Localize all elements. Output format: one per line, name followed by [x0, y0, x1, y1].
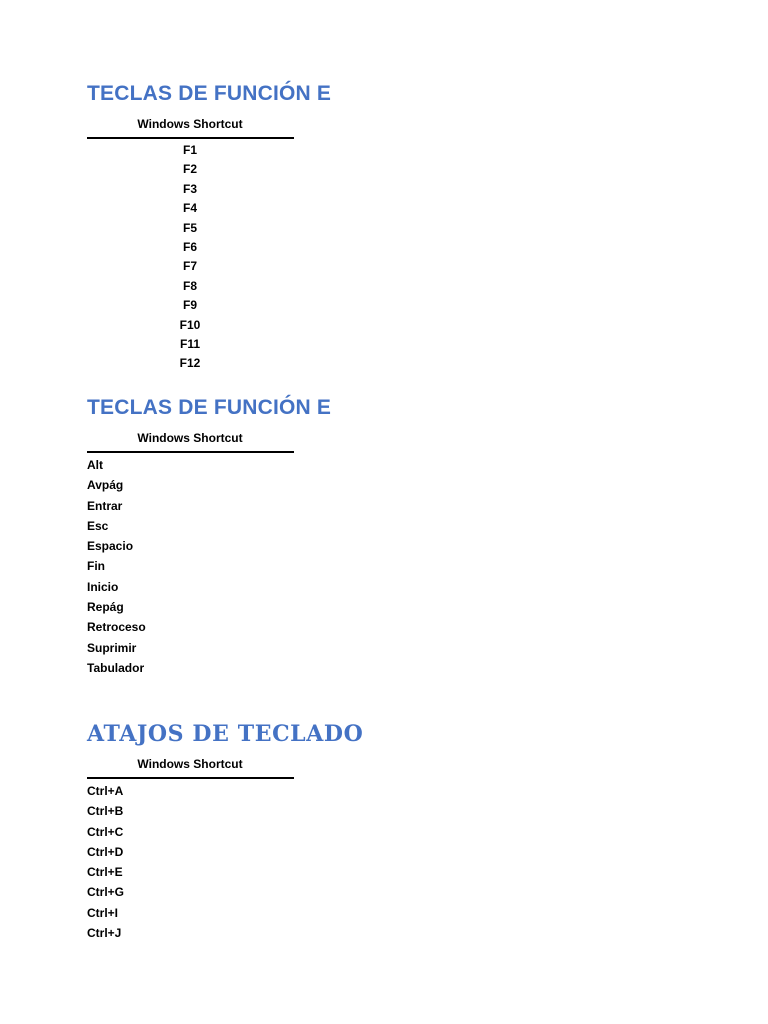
- header-rule: [87, 451, 294, 453]
- column-header-windows-shortcut: Windows Shortcut: [137, 757, 243, 771]
- list-item: Ctrl+I: [87, 905, 119, 920]
- list-item: Inicio: [87, 579, 119, 594]
- list-item: Ctrl+G: [87, 885, 125, 900]
- list-item: Avpág: [87, 478, 124, 493]
- list-item: Ctrl+D: [87, 844, 124, 859]
- list-item: F10: [179, 317, 201, 332]
- list-item: Ctrl+E: [87, 865, 123, 880]
- list-item: F2: [182, 162, 197, 177]
- list-item: Repág: [87, 600, 124, 615]
- list-item: Ctrl+A: [87, 784, 124, 798]
- list-item: Ctrl+B: [87, 804, 124, 819]
- list-item: Retroceso: [87, 620, 146, 635]
- header-rule: [87, 137, 294, 139]
- list-item: F3: [182, 181, 197, 196]
- section-title: TECLAS DE FUNCIÓN E: [87, 396, 332, 419]
- list-item: Ctrl+J: [87, 926, 122, 941]
- list-item: F5: [182, 220, 197, 235]
- section-title: TECLAS DE FUNCIÓN E: [87, 82, 332, 105]
- list-item: F8: [182, 278, 197, 293]
- shortcut-list: [87, 781, 294, 943]
- list-item: Tabulador: [87, 660, 145, 675]
- list-item: F6: [182, 239, 197, 254]
- list-item: Fin: [87, 559, 105, 574]
- list-item: Alt: [87, 458, 103, 472]
- column-header-windows-shortcut: Windows Shortcut: [137, 431, 243, 445]
- list-item: F11: [179, 336, 200, 351]
- column-header-windows-shortcut: Windows Shortcut: [137, 117, 243, 131]
- list-item: Ctrl+C: [87, 824, 124, 839]
- list-item: F12: [179, 356, 201, 371]
- list-item: F7: [182, 259, 197, 274]
- section-special-keys: [87, 395, 332, 678]
- list-item: Espacio: [87, 539, 134, 554]
- header-rule: [87, 777, 294, 779]
- shortcut-list: [87, 141, 294, 374]
- shortcut-list: [87, 455, 294, 678]
- section-function-keys: [87, 81, 332, 374]
- section-keyboard-shortcuts: [87, 721, 364, 943]
- list-item: F1: [182, 143, 197, 157]
- list-item: F9: [182, 298, 197, 313]
- list-item: Entrar: [87, 498, 123, 513]
- list-item: Esc: [87, 518, 109, 533]
- list-item: F4: [182, 201, 197, 216]
- section-title: ATAJOS DE TECLADO: [87, 721, 364, 747]
- list-item: Suprimir: [87, 640, 137, 655]
